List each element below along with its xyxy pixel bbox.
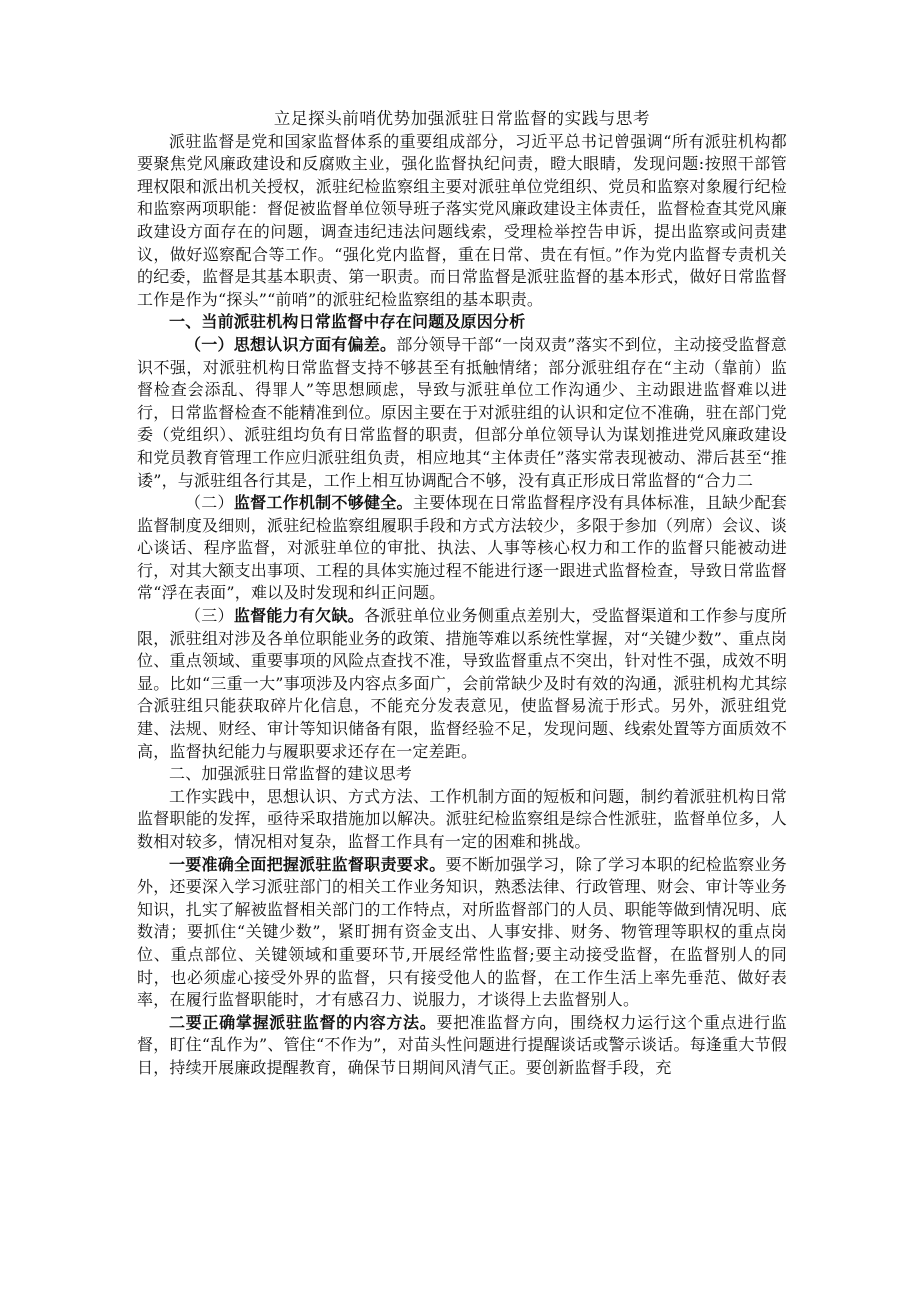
item-lead: （一）思想认识方面有偏差。 xyxy=(185,334,397,354)
item-lead-prefix: （二） xyxy=(185,493,234,513)
section-1-item-3 xyxy=(137,605,787,763)
item-lead: 监督工作机制不够健全。 xyxy=(233,493,413,513)
item-lead: 一要准确全面把握派驻监督职责要求。 xyxy=(169,854,446,874)
item-lead-prefix: （三） xyxy=(185,606,234,626)
item-body: 部分领导干部“一岗双责”落实不到位，主动接受监督意识不强，对派驻机构日常监督支持不够甚至有抵触情绪；部分派驻组存在“主动（靠前）监督检查会添乱、得罪人”等思想顾虑，导致与派驻单位工作沟通少、主动跟进监督难以进行，日常监督检查不能精准到位。原因主要在于对派驻组的认识和定位不准确，驻在部门党委（党组织）、派驻组均负有日常监督的职责，但部分单位领导认为谋划推进党风廉政建设和党员教育管理工作应归派驻组负责，相应地其“主体责任”落实常表现被动、滞后甚至“推诿”，与派驻组各行其是，工作上相互协调配合不够，没有真正形成日常监督的“合力二 xyxy=(137,334,787,490)
section-2-item-2 xyxy=(137,1012,787,1080)
intro-paragraph: 派驻监督是党和国家监督体系的重要组成部分，习近平总书记曾强调“所有派驻机构都要聚焦党风廉政建设和反腐败主业，强化监督执纪问责，瞪大眼睛，发现问题:按照干部管理权限和派出机关授权，派驻纪检监察组主要对派驻单位党组织、党员和监察对象履行纪检和监察两项职能：督促被监督单位领导班子落实党风廉政建设主体责任，监督检查其党风廉政建设方面存在的问题，调查违纪违法问题线索，受理检举控告申诉，提出监察或问责建议，做好巡察配合等工作。“强化党内监督，重在日常、贵在有恒。”作为党内监督专责机关的纪委，监督是其基本职责、第一职责。而日常监督是派驻监督的基本形式，做好日常监督工作是作为“探头”“前哨”的派驻纪检监察组的基本职责。 xyxy=(137,131,787,309)
section-1-item-2 xyxy=(137,492,787,605)
document-title: 立足探头前哨优势加强派驻日常监督的实践与思考 xyxy=(273,109,651,128)
item-body: 要把准监督方向，围绕权力运行这个重点进行监督，盯住“乱作为”、管住“不作为”，对苗头性问题进行提醒谈话或警示谈话。每逢重大节假日，持续开展廉政提醒教育，确保节日期间风清气正。要创新监督手段，充 xyxy=(137,1012,787,1077)
section-1-heading: 一、当前派驻机构日常监督中存在问题及原因分析 xyxy=(169,312,526,332)
section-2-item-1 xyxy=(137,854,787,1012)
item-lead: 二要正确掌握派驻监督的内容方法。 xyxy=(169,1012,437,1032)
item-body: 要不断加强学习，除了学习本职的纪检监察业务外，还要深入学习派驻部门的相关工作业务知识，熟悉法律、行政管理、财会、审计等业务知识，扎实了解被监督相关部门的工作特点，对所监督部门的人员、职能等做到情况明、底数清；要抓住“关键少数”，紧盯拥有资金支出、人事安排、财务、物管理等职权的重点岗位、重点部位、关键领域和重要环节,开展经常性监督;要主动接受监督，在监督别人的同时，也必须虚心接受外界的监督，只有接受他人的监督，在工作生活上率先垂范、做好表率，在履行监督职能时，才有感召力、说服力，才谈得上去监督别人。 xyxy=(137,854,787,1010)
section-2-heading: 二、加强派驻日常监督的建议思考 xyxy=(169,764,413,784)
section-2-intro: 工作实践中，思想认识、方式方法、工作机制方面的短板和问题，制约着派驻机构日常监督职能的发挥，亟待采取措施加以解决。派驻纪检监察组是综合性派驻，监督单位多，人数相对较多，情况相对复杂，监督工作具有一定的困难和挑战。 xyxy=(137,786,787,851)
section-1-item-1 xyxy=(137,334,787,492)
document-page xyxy=(137,108,787,1080)
item-body: 主要体现在日常监督程序没有具体标准，且缺少配套监督制度及细则，派驻纪检监察组履职手段和方式方法较少，多限于参加（列席）会议、谈心谈话、程序监督，对派驻单位的审批、执法、人事等核心权力和工作的监督只能被动进行，对其大额支出事项、工程的具体实施过程不能进行逐一跟进式监督检查，导致日常监督常“浮在表面”，难以及时发现和纠正问题。 xyxy=(137,493,788,603)
item-lead: 监督能力有欠缺。 xyxy=(233,606,365,626)
item-body: 各派驻单位业务侧重点差别大，受监督渠道和工作参与度所限，派驻组对涉及各单位职能业务的政策、措施等难以系统性掌握，对“关键少数”、重点岗位、重点领域、重要事项的风险点查找不准，导致监督重点不突出，针对性不强，成效不明显。比如“三重一大”事项涉及内容点多面广，会前常缺少及时有效的沟通，派驻机构尤其综合派驻组只能获取碎片化信息，不能充分发表意见，使监督易流于形式。另外，派驻组党建、法规、财经、审计等知识储备有限，监督经验不足，发现问题、线索处置等方面质效不高，监督执纪能力与履职要求还存在一定差距。 xyxy=(137,606,788,761)
